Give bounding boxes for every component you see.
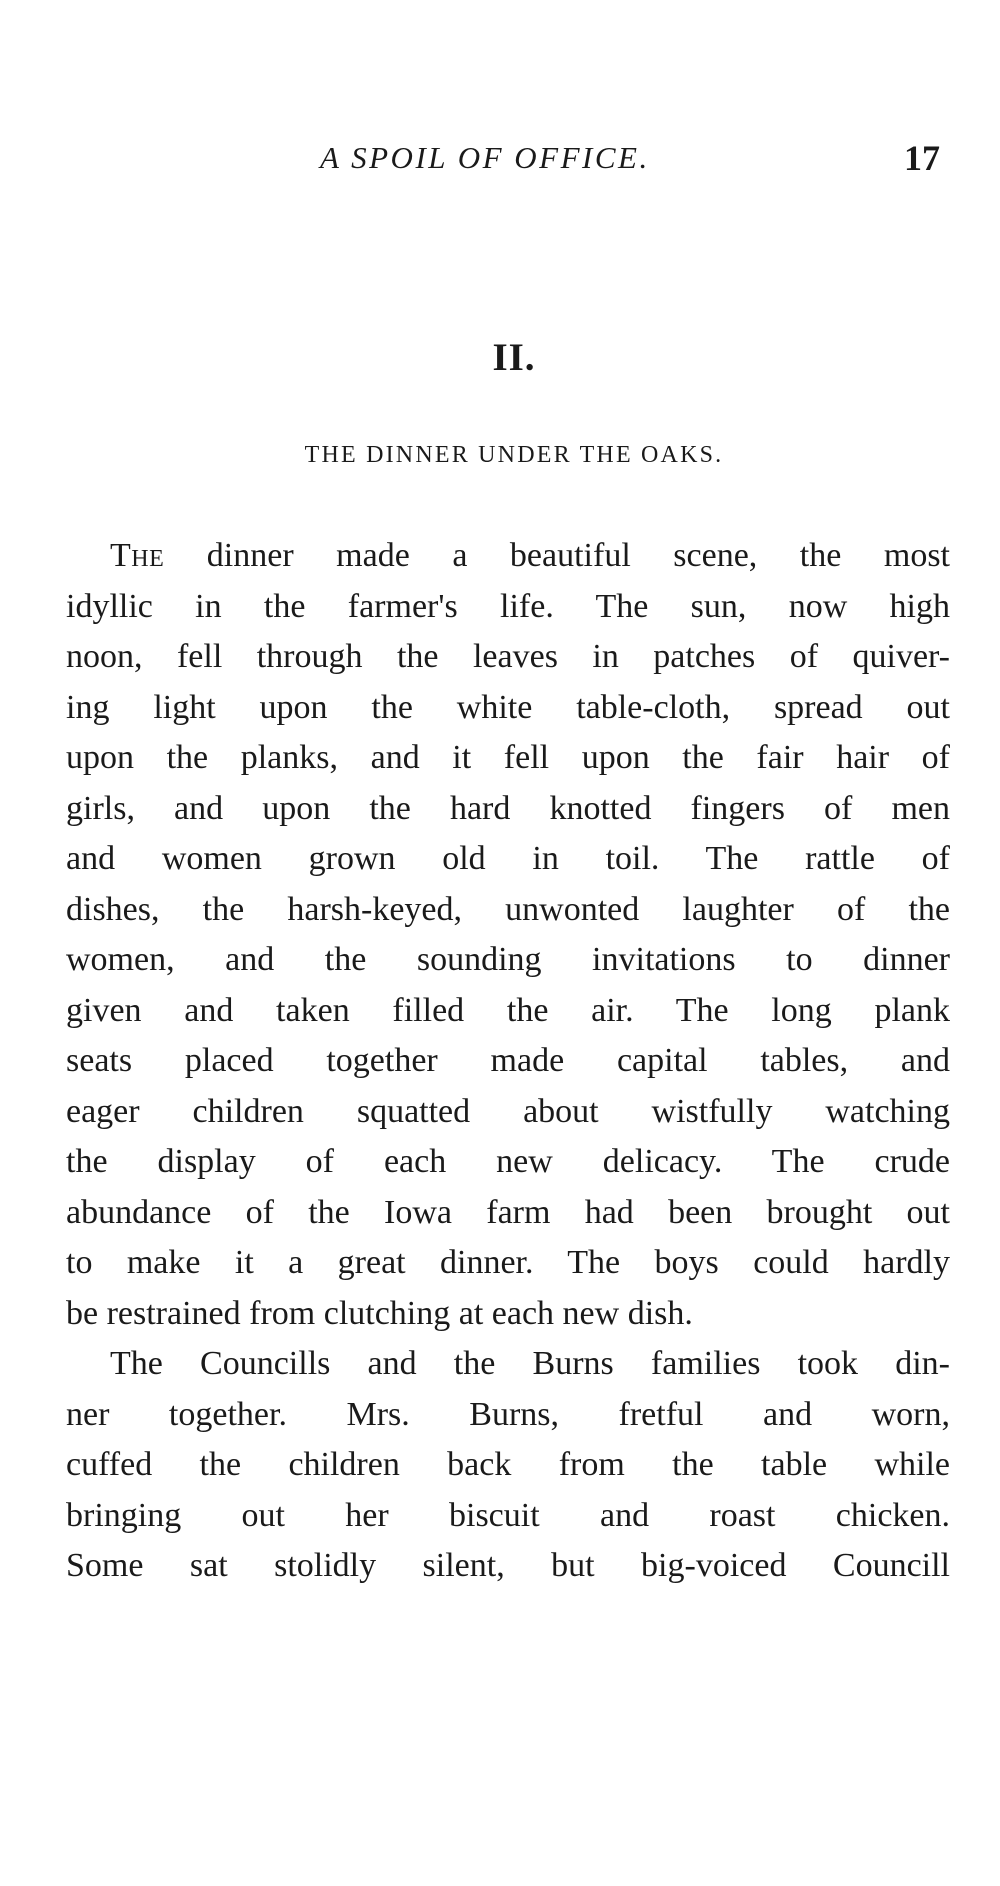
paragraph-1: [66, 531, 950, 1339]
text-line: ing light upon the white table-cloth, spread out: [66, 688, 950, 726]
text-line: The dinner made a beautiful scene, the most: [110, 537, 950, 574]
text-line: eager children squatted about wistfully watching: [66, 1092, 950, 1130]
text-line: cuffed the children back from the table while: [66, 1446, 950, 1483]
text-line: women, and the sounding invitations to dinner: [66, 941, 950, 978]
opening-word: The: [110, 537, 165, 574]
running-title: A SPOIL OF OFFICE.: [320, 140, 650, 175]
text-line: ner together. Mrs. Burns, fretful and worn,: [66, 1395, 950, 1433]
chapter-number: II.: [492, 336, 536, 379]
text-line: The Councills and the Burns families took din-: [110, 1345, 950, 1382]
text-line: be restrained from clutching at each new dish.: [66, 1294, 693, 1332]
text-line: noon, fell through the leaves in patches of quiver-: [66, 638, 950, 675]
chapter-title: THE DINNER UNDER THE OAKS.: [304, 442, 724, 468]
running-head: [0, 140, 1000, 190]
text-line: to make it a great dinner. The boys could hardly: [66, 1244, 950, 1281]
text-line: dishes, the harsh-keyed, unwonted laughter of the: [66, 890, 950, 928]
text-line: girls, and upon the hard knotted fingers of men: [66, 789, 950, 827]
text-line: abundance of the Iowa farm had been brought out: [66, 1193, 950, 1231]
text-line: bringing out her biscuit and roast chicken.: [66, 1496, 950, 1534]
text-line: upon the planks, and it fell upon the fair hair of: [66, 739, 950, 776]
text-line: the display of each new delicacy. The crude: [66, 1143, 950, 1180]
paragraph-2: [66, 1339, 950, 1592]
body-text: [66, 531, 950, 1592]
page-number: 17: [904, 138, 940, 178]
text-line: given and taken filled the air. The long plank: [66, 991, 950, 1029]
text-line: idyllic in the farmer's life. The sun, now high: [66, 587, 950, 625]
text-line: and women grown old in toil. The rattle of: [66, 840, 950, 877]
text-line: seats placed together made capital tables, and: [66, 1042, 950, 1079]
text-line: Some sat stolidly silent, but big-voiced Councill: [66, 1547, 950, 1584]
